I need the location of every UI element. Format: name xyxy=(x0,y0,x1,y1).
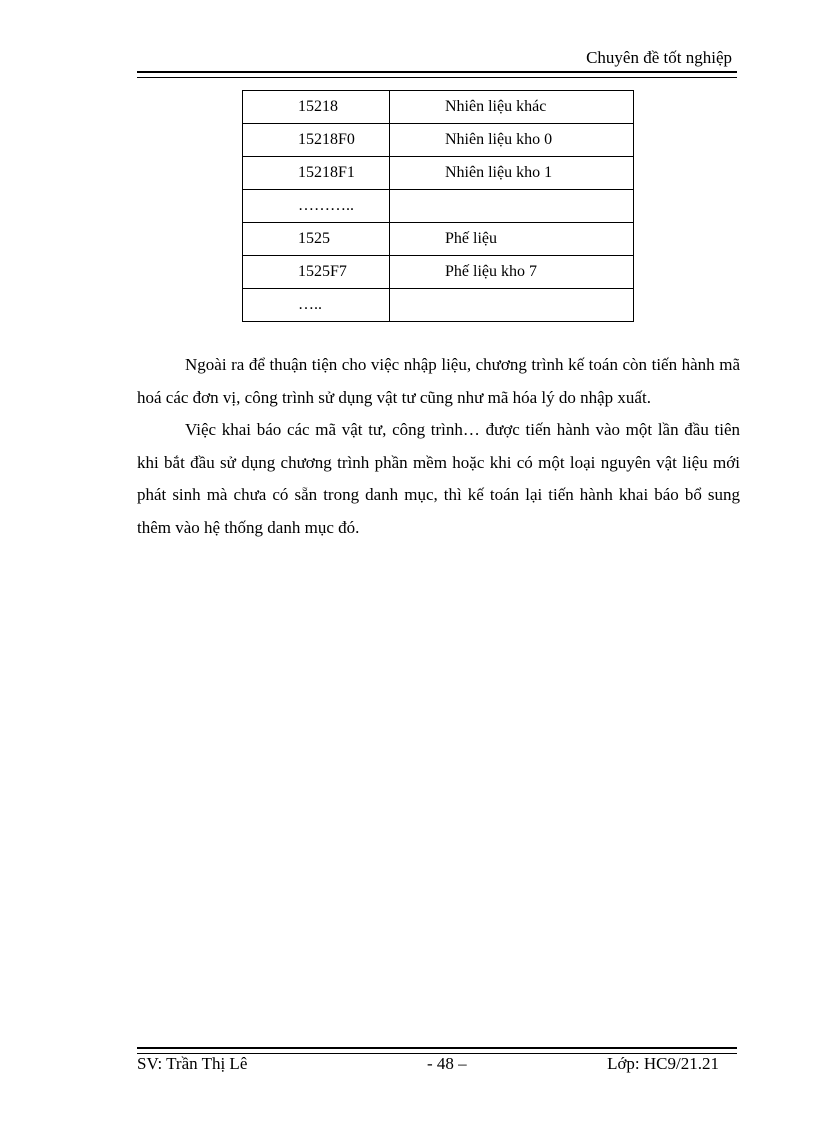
account-code-table xyxy=(242,90,634,322)
footer xyxy=(137,1054,737,1078)
account-name-cell: Nhiên liệu kho 1 xyxy=(390,157,634,190)
footer-student-name: SV: Trần Thị Lê xyxy=(137,1054,248,1073)
account-code-cell: ……….. xyxy=(243,190,390,223)
account-code-cell: 1525F7 xyxy=(243,256,390,289)
header-title: Chuyên đề tốt nghiệp xyxy=(586,48,732,67)
table-row xyxy=(243,289,634,322)
account-code-cell: 15218 xyxy=(243,91,390,124)
table-row xyxy=(243,91,634,124)
account-code-cell: 1525 xyxy=(243,223,390,256)
account-name-cell xyxy=(390,289,634,322)
account-name-cell xyxy=(390,190,634,223)
footer-class: Lớp: HC9/21.21 xyxy=(607,1054,719,1073)
account-name-cell: Nhiên liệu kho 0 xyxy=(390,124,634,157)
footer-rule xyxy=(137,1047,737,1054)
paragraph: Việc khai báo các mã vật tư, công trình… được tiến hành vào một lần đầu tiên khi bắt đầu sử dụng chương trình phần mềm hoặc khi có một loại nguyên vật liệu mới phát sinh mà chưa có sẵn trong danh mục, thì kế toán lại tiến hành khai báo bổ sung thêm vào hệ thống danh mục đó. xyxy=(137,420,740,537)
account-name-cell: Phế liệu xyxy=(390,223,634,256)
table-row xyxy=(243,223,634,256)
table-row xyxy=(243,124,634,157)
account-name-cell: Phế liệu kho 7 xyxy=(390,256,634,289)
account-name-cell: Nhiên liệu khác xyxy=(390,91,634,124)
account-code-cell: ….. xyxy=(243,289,390,322)
account-code-cell: 15218F1 xyxy=(243,157,390,190)
table-row xyxy=(243,190,634,223)
footer-page-number: - 48 – xyxy=(427,1054,467,1073)
account-code-cell: 15218F0 xyxy=(243,124,390,157)
paragraph: Ngoài ra để thuận tiện cho việc nhập liệu, chương trình kế toán còn tiến hành mã hoá các đơn vị, công trình sử dụng vật tư cũng như mã hóa lý do nhập xuất. xyxy=(137,355,740,407)
table-row xyxy=(243,157,634,190)
body-text xyxy=(137,349,740,544)
header-rule xyxy=(137,71,737,78)
table-row xyxy=(243,256,634,289)
